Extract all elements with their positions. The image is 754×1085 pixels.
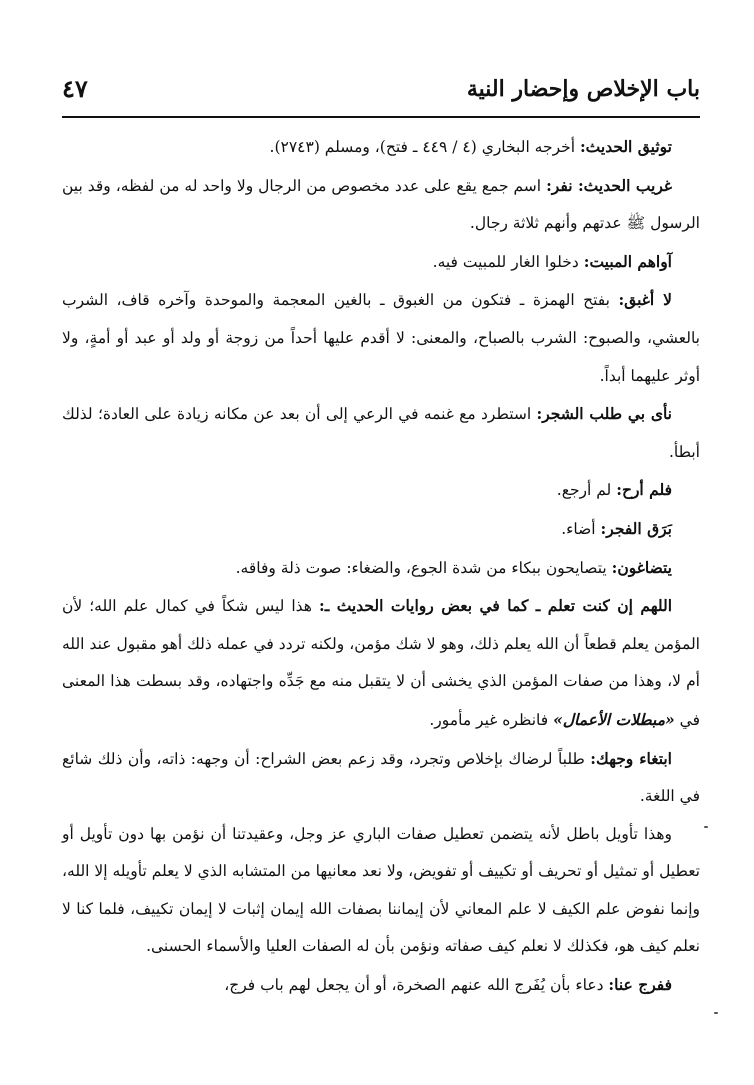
term-label: فلم أرح: — [616, 480, 672, 500]
paragraph-baraqa — [62, 510, 700, 549]
paragraph-text: بفتح الهمزة ـ فتكون من الغبوق ـ بالغين المعجمة والموحدة وآخره قاف، الشرب بالعشي، والصبوح: الشرب بالصباح، والمعنى: لا أقدم عليها أحداً من زوجة أو ولد أو عبد أو أمةٍ، ولا أوثر عليهما أبداً. — [62, 291, 700, 385]
subterm-label: نفر: — [546, 175, 578, 195]
paragraph-text: اسم جمع يقع على عدد مخصوص من الرجال ولا واحد له من لفظه، وقد بين الرسول ﷺ عدتهم وأنهم ثلاثة رجال. — [62, 176, 700, 233]
paragraph-text: يتصايحون ببكاء من شدة الجوع، والضغاء: صوت ذلة وفاقه. — [235, 558, 612, 577]
paragraph-text: طلباً لرضاك بإخلاص وتجرد، وقد زعم بعض الشراح: أن وجهه: ذاته، وأن ذلك شائع في اللغة. — [62, 749, 700, 806]
paragraph-text: وهذا تأويل باطل لأنه يتضمن تعطيل صفات الباري عز وجل، وعقيدتنا أن نؤمن بها دون تأويل أو تعطيل أو تمثيل أو تحريف أو تكييف أو تفويض، ولا نعد معانيها من المتشابه الذي لا يعلم تأويله إلا الله، وإنما نفوض علم الكيف لا علم المعاني لأن إيماننا بصفات الله إيمان إثبات لا إيمان تكييف، فلما كنا لا نعلم كيف هو، فكذلك لا نعلم كيف صفاته ونؤمن بأن له الصفات العليا والأسماء الحسنى. — [62, 824, 700, 956]
paragraph-text: دخلوا الغار للمبيت فيه. — [432, 252, 584, 271]
paragraph-text: أخرجه البخاري (٤ / ٤٤٩ ـ فتح)، ومسلم (٢٧٤٣). — [269, 138, 580, 156]
page-header — [62, 72, 700, 112]
paragraph-text: لم أرجع. — [556, 481, 617, 500]
page-number: ٤٧ — [62, 74, 88, 103]
paragraph-yatadaghawn — [62, 549, 700, 588]
term-label: غريب الحديث: — [577, 175, 673, 195]
paragraph-text: دعاء بأن يُفَرج الله عنهم الصخرة، أو أن يجعل لهم باب فرج، — [224, 976, 609, 995]
paragraph-la-aghbiq — [62, 281, 700, 395]
term-label: اللهم إن كنت تعلم ـ كما في بعض روايات الحديث ـ: — [318, 596, 673, 616]
paragraph-ibtighaa — [62, 740, 700, 816]
paragraph-falam-arih — [62, 471, 700, 510]
paragraph-text: استطرد مع غنمه في الرعي إلى أن بعد عن مكانه زيادة على العادة؛ لذلك أبطأ. — [62, 405, 700, 461]
term-label: ابتغاء وجهك: — [590, 748, 672, 768]
margin-speck — [704, 826, 708, 828]
term-label: بَرَق الفجر: — [600, 518, 672, 538]
paragraph-takhrij — [62, 128, 700, 167]
paragraph-allahumma — [62, 587, 700, 739]
paragraph-tawil-rebuttal — [62, 816, 700, 966]
paragraph-text: هذا ليس شكاً في كمال علم الله؛ لأن المؤمن يعلم قطعاً أن الله يعلم ذلك، وهو لا شك مؤمن، ولكنه تردد في عمله ذلك أهو مقبول عند الله أم لا، وهذا من صفات المؤمن الذي يخشى أن لا يتقبل منه مع جَدِّه واجتهاده، وقد بسطت هذا المعنى في — [62, 597, 700, 729]
paragraph-gharib — [62, 167, 700, 243]
term-label: نأى بي طلب الشجر: — [536, 404, 672, 424]
term-label: يتضاغون: — [611, 557, 672, 577]
term-label: لا أغبق: — [618, 290, 672, 310]
margin-speck — [714, 1012, 718, 1014]
header-rule — [62, 116, 700, 118]
chapter-title: باب الإخلاص وإحضار النية — [466, 76, 700, 102]
book-reference: «مبطلات الأعمال» — [553, 709, 675, 729]
commentary-body — [62, 128, 700, 1005]
term-label: آواهم المبيت: — [583, 251, 672, 271]
term-label: ففرج عنا: — [608, 975, 672, 995]
paragraph-text-end: فانظره غير مأمور. — [429, 710, 554, 729]
paragraph-awahum — [62, 243, 700, 282]
paragraph-faffarij — [62, 966, 700, 1005]
term-label: توثيق الحديث: — [579, 137, 672, 156]
paragraph-naa-bi — [62, 395, 700, 471]
paragraph-text: أضاء. — [561, 519, 601, 538]
